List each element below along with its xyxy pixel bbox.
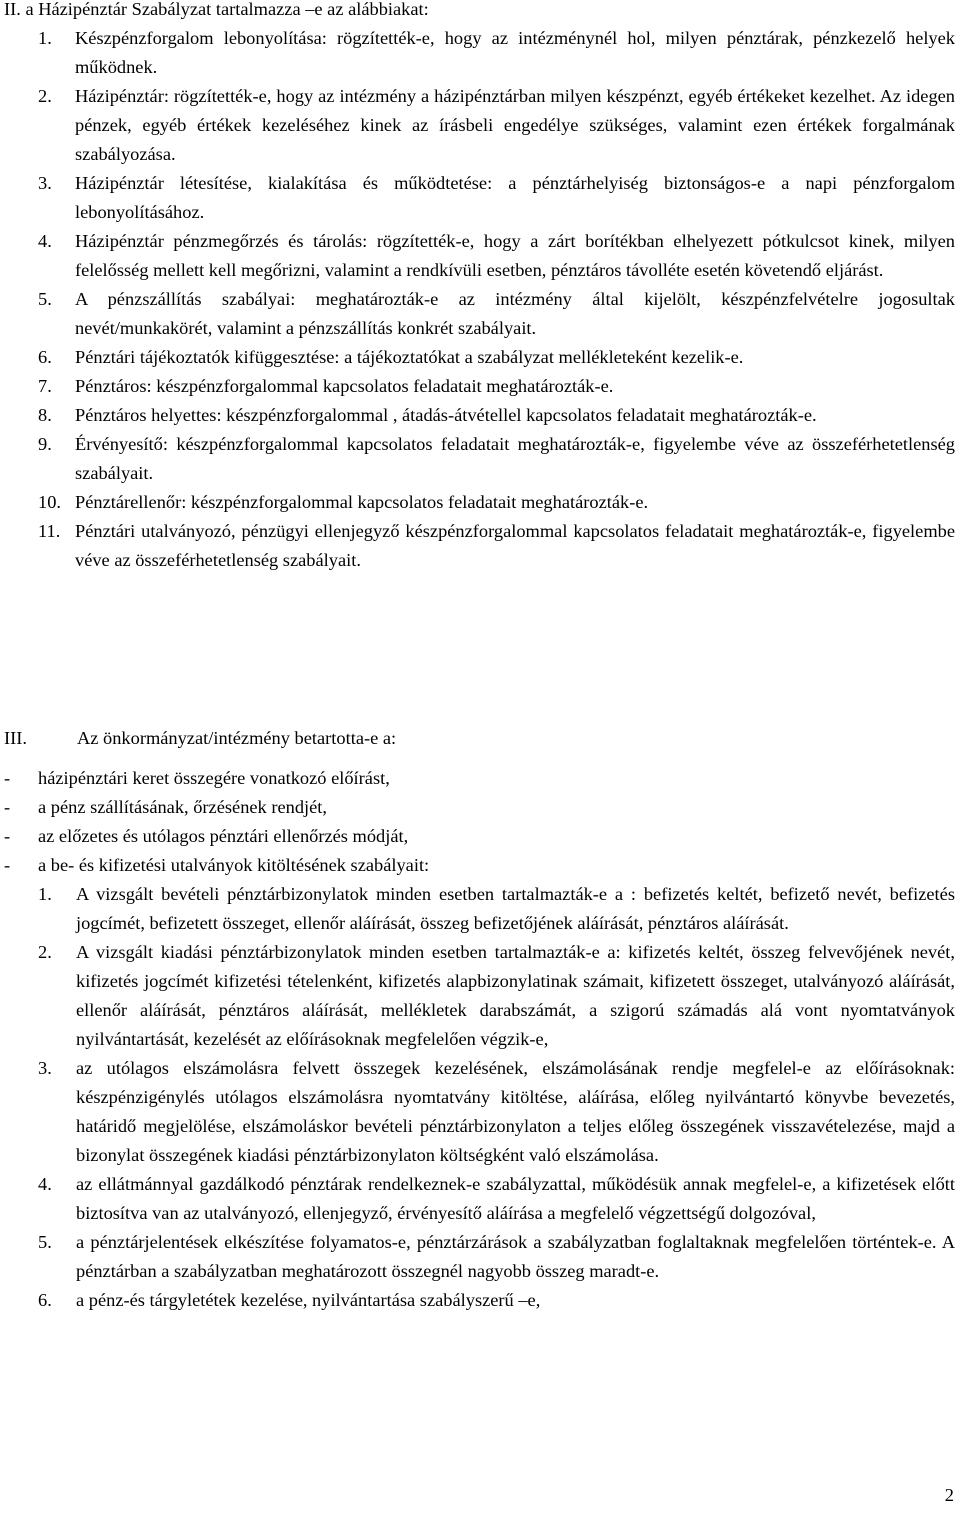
item-text: Házipénztár: rögzítették-e, hogy az intézmény a házipénztárban milyen készpénzt, egyéb értékeket kezelhet. Az idegen pénzek, egyéb értékek kezeléséhez kinek az írásbeli engedélye szükséges, valamint ezen értékek forgalmának szabályozása. [75, 86, 955, 164]
list-item [38, 343, 955, 372]
list-item [38, 430, 955, 488]
item-text: Pénztári utalványozó, pénzügyi ellenjegyző készpénzforgalommal kapcsolatos feladatait meghatározták-e, figyelembe véve az összeférhetetlenség szabályait. [75, 521, 955, 570]
list-item [38, 880, 955, 938]
dash-marker: - [4, 855, 11, 875]
list-item [38, 227, 955, 285]
dash-marker: - [4, 797, 11, 817]
item-number: 8. [38, 405, 52, 425]
item-number: 9. [38, 434, 52, 454]
list-item [38, 169, 955, 227]
item-text: A pénzszállítás szabályai: meghatározták-e az intézmény által kijelölt, készpénzfelvételre jogosultak nevét/munkakörét, valamint a pénzszállítás konkrét szabályait. [75, 289, 955, 338]
item-text: a pénztárjelentések elkészítése folyamatos-e, pénztárzárások a szabályzatban foglaltaknak megfelelően történtek-e. A pénztárban a szabályzatban meghatározott összegnél nagyobb összeg maradt-e. [76, 1232, 955, 1281]
list-item [38, 82, 955, 169]
item-number: 6. [38, 1290, 52, 1310]
section-three-title: Az önkormányzat/intézmény betartotta-e a: [77, 728, 397, 748]
dash-list-item [4, 793, 955, 822]
item-number: 3. [38, 173, 52, 193]
item-text: Érvényesítő: készpénzforgalommal kapcsolatos feladatait meghatározták-e, figyelembe véve az összeférhetetlenség szabályait. [75, 434, 955, 483]
dash-item-text: a pénz szállításának, őrzésének rendjét, [38, 797, 327, 817]
section-roman-numeral: III. [4, 728, 27, 748]
item-text: Pénztári tájékoztatók kifüggesztése: a tájékoztatókat a szabályzat mellékleteként kezelik-e. [75, 347, 744, 367]
dash-item-text: házipénztári keret összegére vonatkozó előírást, [38, 768, 390, 788]
item-text: Pénztáros helyettes: készpénzforgalommal , átadás-átvétellel kapcsolatos feladatait meghatározták-e. [75, 405, 817, 425]
item-text: A vizsgált bevételi pénztárbizonylatok minden esetben tartalmazták-e a : befizetés keltét, befizető nevét, befizetés jogcímét, befizetett összeget, ellenőr aláírását, összeg befizetőjének aláírását, pénztáros aláírását. [76, 884, 955, 933]
item-text: Házipénztár pénzmegőrzés és tárolás: rögzítették-e, hogy a zárt borítékban elhelyezett pótkulcsot kinek, milyen felelősség mellett kell megőrizni, valamint a rendkívüli esetben, pénztáros távolléte esetén követendő eljárást. [75, 231, 955, 280]
item-number: 1. [38, 28, 52, 48]
section-three-dash-list [4, 764, 955, 880]
item-number: 7. [38, 376, 52, 396]
item-text: Házipénztár létesítése, kialakítása és működtetése: a pénztárhelyiség biztonságos-e a napi pénzforgalom lebonyolításához. [75, 173, 955, 222]
item-text: az utólagos elszámolásra felvett összegek kezelésének, elszámolásának rendje megfelel-e az előírásoknak: készpénzigénylés utólagos elszámolásra nyomtatvány kitöltése, aláírása, előleg nyilvántartó könyvbe bevezetés, határidő megjelölése, elszámoláskor bevételi pénztárbizonylaton a teljes előleg összegének visszavételezése, majd a bizonylat összegének kiadási pénztárbizonylaton költségként való elszámolása. [76, 1058, 955, 1165]
item-number: 1. [38, 884, 52, 904]
dash-marker: - [4, 826, 11, 846]
dash-list-item [4, 764, 955, 793]
dash-list-item [4, 851, 955, 880]
list-item [38, 517, 955, 575]
item-number: 5. [38, 289, 52, 309]
item-number: 6. [38, 347, 52, 367]
item-text: Pénztárellenőr: készpénzforgalommal kapcsolatos feladatait meghatározták-e. [75, 492, 649, 512]
list-item [38, 1054, 955, 1170]
section-two-list [38, 24, 955, 575]
item-text: a pénz-és tárgyletétek kezelése, nyilvántartása szabályszerű –e, [76, 1290, 541, 1310]
dash-marker: - [4, 768, 11, 788]
list-item [38, 1228, 955, 1286]
item-text: A vizsgált kiadási pénztárbizonylatok minden esetben tartalmazták-e a: kifizetés keltét, összeg felvevőjének nevét, kifizetés jogcímét kifizetési tételenként, kifizetés alapbizonylatinak számait, kifizetett összeget, utalványozó aláírását, ellenőr aláírását, pénztáros aláírását, mellékletek darabszámát, a szigorú számadás alá vont nyomtatványok nyilvántartását, kezelését az előírásoknak megfelelően végzik-e, [76, 942, 955, 1049]
list-item [38, 488, 955, 517]
item-text: az ellátmánnyal gazdálkodó pénztárak rendelkeznek-e szabályzattal, működésük annak megfelel-e, a kifizetések előtt biztosítva van az utalványozó, ellenjegyző, érvényesítő aláírása a megfelelő végzettségű dolgozóval, [76, 1174, 955, 1223]
list-item [38, 372, 955, 401]
item-number: 2. [38, 86, 52, 106]
list-item [38, 24, 955, 82]
section-two-heading: II. a Házipénztár Szabályzat tartalmazza –e az alábbiakat: [4, 0, 429, 19]
dash-item-text: a be- és kifizetési utalványok kitöltésének szabályait: [38, 855, 430, 875]
dash-item-text: az előzetes és utólagos pénztári ellenőrzés módját, [38, 826, 409, 846]
item-number: 11. [38, 521, 61, 541]
dash-list-item [4, 822, 955, 851]
item-number: 10. [38, 492, 61, 512]
item-number: 4. [38, 1174, 52, 1194]
page-number: 2 [944, 1485, 954, 1505]
section-three-heading [4, 724, 396, 753]
list-item [38, 285, 955, 343]
item-text: Készpénzforgalom lebonyolítása: rögzítették-e, hogy az intézménynél hol, milyen pénztárak, pénzkezelő helyek működnek. [75, 28, 955, 77]
list-item [38, 1170, 955, 1228]
list-item [38, 401, 955, 430]
item-text: Pénztáros: készpénzforgalommal kapcsolatos feladatait meghatározták-e. [75, 376, 614, 396]
item-number: 5. [38, 1232, 52, 1252]
item-number: 3. [38, 1058, 52, 1078]
list-item [38, 1286, 955, 1315]
list-item [38, 938, 955, 1054]
item-number: 2. [38, 942, 52, 962]
section-three-list [38, 880, 955, 1315]
item-number: 4. [38, 231, 52, 251]
